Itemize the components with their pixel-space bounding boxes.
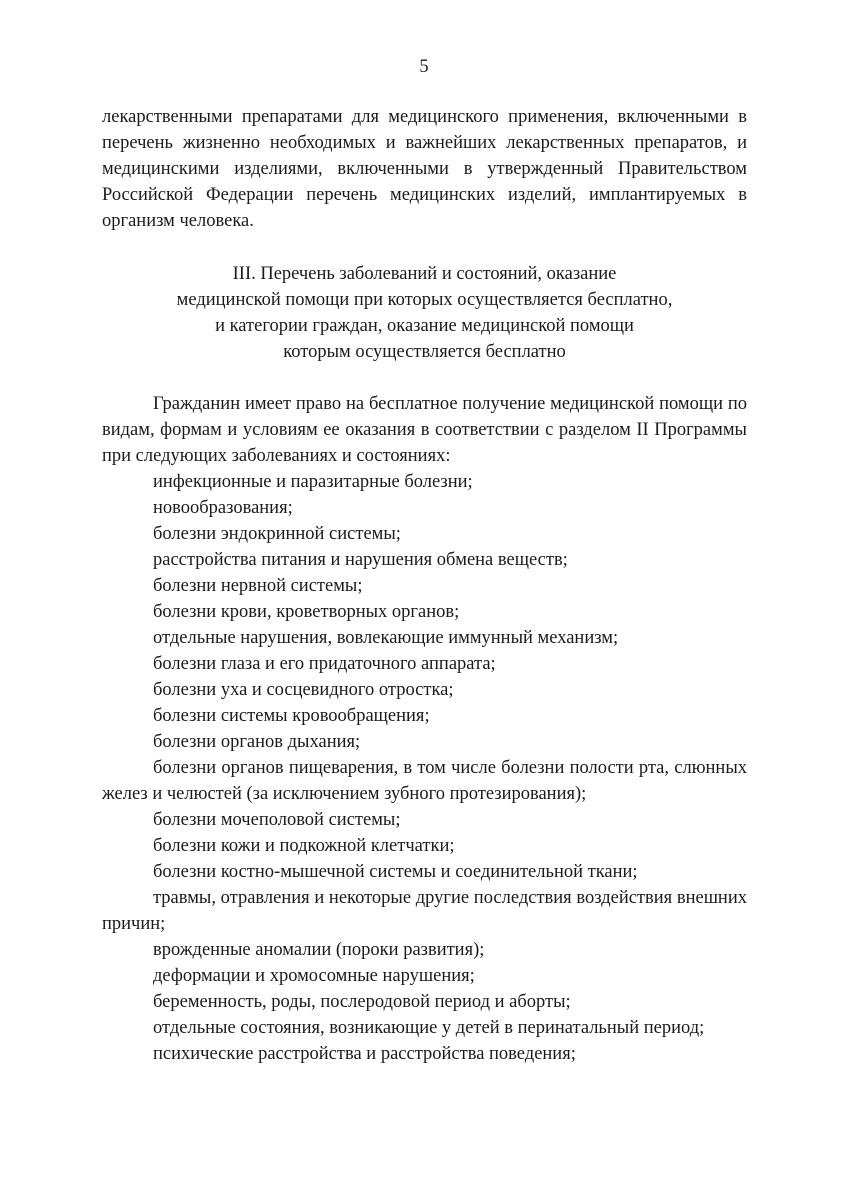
- conditions-list: [102, 469, 747, 1067]
- list-item: болезни эндокринной системы;: [153, 524, 401, 544]
- list-item: болезни уха и сосцевидного отростка;: [153, 680, 454, 700]
- list-item: болезни глаза и его придаточного аппарата;: [153, 654, 496, 674]
- list-item: болезни кожи и подкожной клетчатки;: [153, 836, 455, 856]
- list-item: болезни системы кровообращения;: [153, 706, 430, 726]
- list-item: деформации и хромосомные нарушения;: [153, 966, 475, 986]
- list-item: беременность, роды, послеродовой период и аборты;: [153, 992, 571, 1012]
- section-heading-line: и категории граждан, оказание медицинской помощи: [215, 316, 634, 336]
- list-item: отдельные нарушения, вовлекающие иммунный механизм;: [153, 628, 619, 648]
- intro-paragraph: лекарственными препаратами для медицинского применения, включенными в перечень жизненно необходимых и важнейших лекарственных препаратов, и медицинскими изделиями, включенными в утвержденный Правительством Российской Федерации перечень медицинских изделий, имплантируемых в организм человека.: [102, 107, 747, 231]
- list-item: болезни нервной системы;: [153, 576, 363, 596]
- list-item: отдельные состояния, возникающие у детей в перинатальный период;: [153, 1018, 705, 1038]
- list-item: болезни мочеполовой системы;: [153, 810, 401, 830]
- list-item: инфекционные и паразитарные болезни;: [153, 472, 473, 492]
- list-item: болезни костно-мышечной системы и соединительной ткани;: [153, 862, 638, 882]
- list-item: травмы, отравления и некоторые другие последствия воздействия внешних причин;: [102, 888, 747, 934]
- list-item: расстройства питания и нарушения обмена веществ;: [153, 550, 568, 570]
- document-body: [102, 104, 747, 1067]
- list-item: болезни органов пищеварения, в том числе болезни полости рта, слюнных желез и челюстей (за исключением зубного протезирования);: [102, 758, 747, 804]
- list-item: новообразования;: [153, 498, 293, 518]
- list-item: врожденные аномалии (пороки развития);: [153, 940, 485, 960]
- list-item: психические расстройства и расстройства поведения;: [153, 1044, 576, 1064]
- page-number: 5: [419, 57, 429, 77]
- section-heading-line: которым осуществляется бесплатно: [283, 342, 566, 362]
- section-heading-line: III. Перечень заболеваний и состояний, оказание: [232, 264, 617, 284]
- list-item: болезни крови, кроветворных органов;: [153, 602, 460, 622]
- section-heading: [102, 261, 747, 365]
- section-heading-line: медицинской помощи при которых осуществляется бесплатно,: [176, 290, 673, 310]
- list-item: болезни органов дыхания;: [153, 732, 361, 752]
- body-paragraph: Гражданин имеет право на бесплатное получение медицинской помощи по видам, формам и условиям ее оказания в соответствии с разделом II Программы при следующих заболеваниях и состояниях:: [102, 394, 747, 466]
